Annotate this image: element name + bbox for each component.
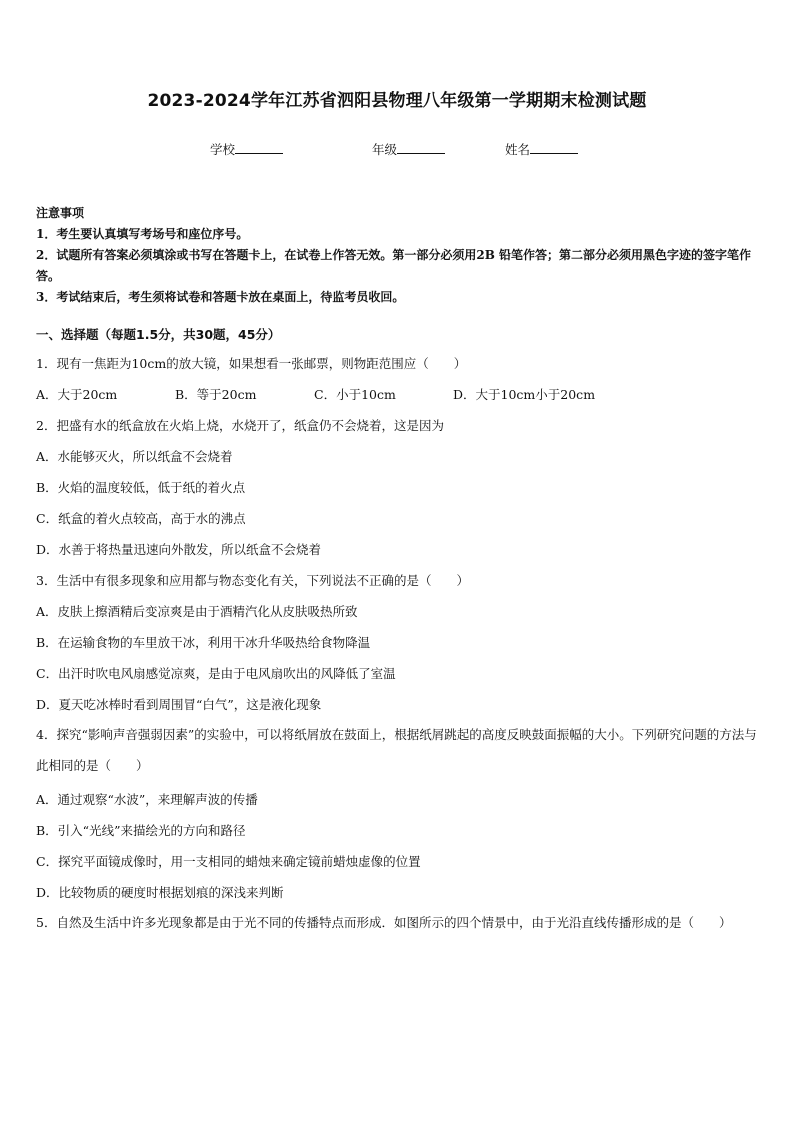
question-stem: 2．把盛有水的纸盒放在火焰上烧，水烧开了，纸盒仍不会烧着，这是因为 [36,418,444,433]
option: B．等于20cm [175,387,257,402]
option: B．在运输食物的车里放干冰，利用干冰升华吸热给食物降温 [36,635,371,650]
name-label: 姓名 [505,142,531,157]
option: C．小于10cm [314,387,396,402]
school-field [210,140,283,158]
question-stem: 5．自然及生活中许多光现象都是由于光不同的传播特点而形成．如图所示的四个情景中，由于光沿直线传播形成的是（ ） [36,915,732,930]
option: C．出汗时吹电风扇感觉凉爽，是由于电风扇吹出的风降低了室温 [36,666,396,681]
question-stem: 4．探究“影响声音强弱因素”的实验中，可以将纸屑放在鼓面上，根据纸屑跳起的高度反映鼓面振幅的大小。下列研究问题的方法与此相同的是（ ） [36,727,757,773]
option: A．通过观察“水波”，来理解声波的传播 [36,792,258,807]
school-blank [235,141,283,154]
note-item: 3．考试结束后，考生须将试卷和答题卡放在桌面上，待监考员收回。 [36,290,405,304]
option: A．水能够灭火，所以纸盒不会烧着 [36,449,233,464]
option: D．夏天吃冰棒时看到周围冒“白气”，这是液化现象 [36,697,322,712]
question-stem: 1．现有一焦距为10cm的放大镜，如果想看一张邮票，则物距范围应（ ） [36,356,467,371]
note-item: 1．考生要认真填写考场号和座位序号。 [36,227,249,241]
option: A．皮肤上擦酒精后变凉爽是由于酒精汽化从皮肤吸热所致 [36,604,358,619]
option: A．大于20cm [36,387,118,402]
grade-label: 年级 [372,142,398,157]
name-field [505,140,578,158]
option: C．探究平面镜成像时，用一支相同的蜡烛来确定镜前蜡烛虚像的位置 [36,854,421,869]
note-item: 2．试题所有答案必须填涂或书写在答题卡上，在试卷上作答无效。第一部分必须用2B 铅笔作答；第二部分必须用黑色字迹的签字笔作答。 [36,248,752,283]
school-label: 学校 [210,142,236,157]
option: D．大于10cm小于20cm [453,387,596,402]
question-stem: 3．生活中有很多现象和应用都与物态变化有关，下列说法不正确的是（ ） [36,573,469,588]
page-title: 2023-2024学年江苏省泗阳县物理八年级第一学期期末检测试题 [147,91,647,111]
exam-notes [36,203,760,308]
grade-blank [397,141,445,154]
option: B．火焰的温度较低，低于纸的着火点 [36,480,246,495]
name-blank [530,141,578,154]
grade-field [372,140,445,158]
option: D．水善于将热量迅速向外散发，所以纸盒不会烧着 [36,542,322,557]
option: B．引入“光线”来描绘光的方向和路径 [36,823,246,838]
option: D．比较物质的硬度时根据划痕的深浅来判断 [36,885,284,900]
option: C．纸盒的着火点较高，高于水的沸点 [36,511,246,526]
section-title: 一、选择题（每题1.5分，共30题，45分） [36,327,281,342]
option-row [36,385,595,403]
notes-heading: 注意事项 [36,206,85,220]
